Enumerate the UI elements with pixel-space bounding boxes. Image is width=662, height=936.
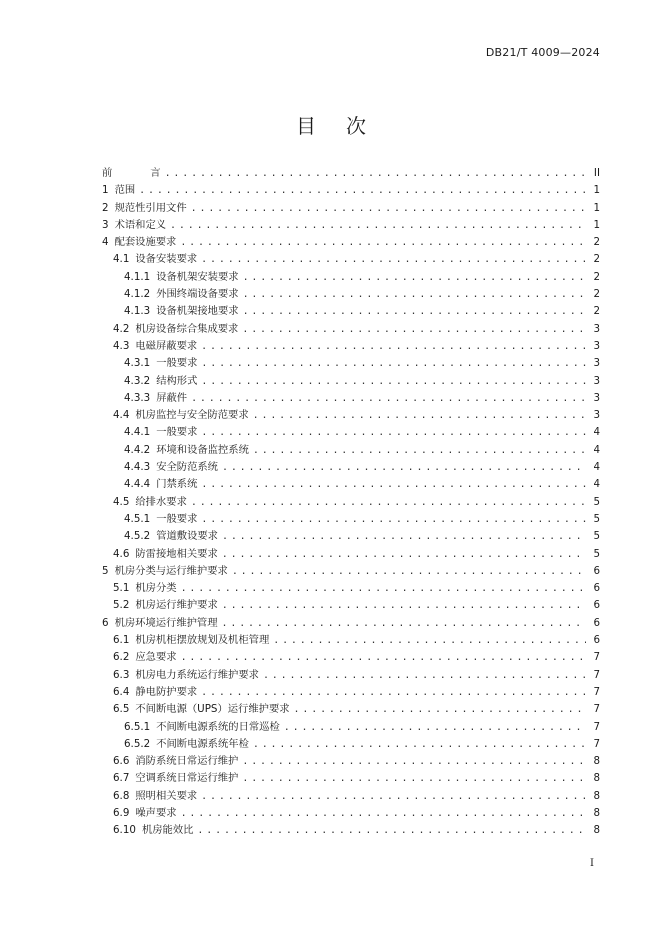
dot-leader	[201, 373, 586, 390]
toc-section-number: 6.10	[113, 824, 136, 837]
toc-section-title: 一般要求	[156, 512, 198, 525]
toc-section-number: 6.2	[113, 651, 130, 664]
toc-section-number: 6.3	[113, 668, 130, 681]
toc-page-number: 3	[593, 409, 600, 422]
toc-section-number: 4.2	[113, 322, 130, 335]
dot-leader	[222, 528, 586, 545]
toc-entry[interactable]	[102, 338, 600, 355]
toc-section-number: 4.1.3	[124, 305, 151, 318]
toc-entry[interactable]	[102, 528, 600, 545]
toc-page-number: 7	[593, 720, 600, 733]
toc-page-number: 5	[593, 547, 600, 560]
toc-section-title: 机房监控与安全防范要求	[135, 409, 249, 422]
toc-page-number: 6	[593, 616, 600, 629]
toc-entry[interactable]	[102, 251, 600, 268]
document-code: DB21/T 4009—2024	[485, 46, 600, 59]
toc-section-title: 不间断电源系统的日常巡检	[156, 720, 280, 733]
dot-leader	[222, 459, 586, 476]
dot-leader	[201, 511, 586, 528]
toc-section-number: 5	[102, 564, 109, 577]
toc-entry[interactable]	[102, 217, 600, 234]
toc-page-number: 1	[593, 184, 600, 197]
title-char-2: 次	[346, 114, 366, 138]
toc-page-number: 2	[593, 253, 600, 266]
toc-section-number: 3	[102, 218, 109, 231]
dot-leader	[222, 546, 586, 563]
toc-section-number: 4.4	[113, 409, 130, 422]
toc-section-number: 6.7	[113, 772, 130, 785]
toc-section-title: 安全防范系统	[156, 461, 218, 474]
toc-page-number: 5	[593, 495, 600, 508]
page-number-footer: I	[590, 858, 594, 869]
toc-entry[interactable]	[102, 286, 600, 303]
toc-entry[interactable]	[102, 546, 600, 563]
toc-page-number: 7	[593, 668, 600, 681]
toc-entry[interactable]	[102, 580, 600, 597]
toc-section-number: 6	[102, 616, 109, 629]
toc-page-number: 8	[593, 755, 600, 768]
toc-section-title: 消防系统日常运行维护	[135, 755, 239, 768]
toc-section-title: 配套设施要求	[114, 236, 177, 249]
toc-page-number: 2	[593, 236, 600, 249]
toc-entry[interactable]	[102, 373, 600, 390]
toc-entry[interactable]	[102, 476, 600, 493]
toc-page-number: 2	[593, 305, 600, 318]
toc-entry[interactable]	[102, 355, 600, 372]
toc-section-title: 噪声要求	[135, 806, 177, 819]
toc-page-number: 7	[593, 651, 600, 664]
toc-entry[interactable]	[102, 597, 600, 614]
page-title	[0, 110, 662, 139]
dot-leader	[201, 788, 586, 805]
toc-section-title: 一般要求	[156, 357, 198, 370]
toc-page-number: 2	[593, 288, 600, 301]
toc-section-number: 4.4.3	[124, 461, 151, 474]
toc-section-number: 5.2	[113, 599, 130, 612]
toc-page-number: 7	[593, 737, 600, 750]
dot-leader	[243, 286, 586, 303]
toc-section-number: 4.3	[113, 339, 130, 352]
toc-page-number: 6	[593, 564, 600, 577]
toc-section-number: 4.4.2	[124, 443, 151, 456]
toc-section-number: 2	[102, 201, 109, 214]
toc-section-title: 机房分类	[135, 582, 177, 595]
toc-page-number: 3	[593, 357, 600, 370]
toc-section-title: 机房环境运行维护管理	[114, 616, 218, 629]
toc-section-number: 4.5	[113, 495, 130, 508]
table-of-contents	[102, 165, 600, 840]
dot-leader	[165, 165, 586, 182]
toc-page-number: 6	[593, 582, 600, 595]
toc-section-title: 空调系统日常运行维护	[135, 772, 239, 785]
toc-page-number: 8	[593, 772, 600, 785]
dot-leader	[263, 667, 586, 684]
dot-leader	[253, 442, 586, 459]
toc-section-number: 6.5.2	[124, 737, 151, 750]
toc-section-title: 设备机架安装要求	[156, 270, 239, 283]
dot-leader	[253, 407, 586, 424]
toc-page-number: 5	[593, 530, 600, 543]
toc-entry[interactable]	[102, 234, 600, 251]
toc-section-title: 门禁系统	[156, 478, 198, 491]
toc-section-title: 不间断电源（UPS）运行维护要求	[135, 703, 290, 716]
toc-entry[interactable]	[102, 788, 600, 805]
toc-entry[interactable]	[102, 269, 600, 286]
toc-page-number: 1	[593, 201, 600, 214]
dot-leader	[201, 355, 586, 372]
toc-page-number: 4	[593, 426, 600, 439]
toc-entry[interactable]	[102, 770, 600, 787]
toc-section-title: 机房设备综合集成要求	[135, 322, 239, 335]
toc-page-number: 7	[593, 685, 600, 698]
toc-page-number: 8	[593, 789, 600, 802]
toc-section-title: 机房能效比	[141, 824, 194, 837]
dot-leader	[253, 736, 586, 753]
toc-section-number: 4.1.1	[124, 270, 151, 283]
toc-entry[interactable]	[102, 390, 600, 407]
toc-entry[interactable]	[102, 649, 600, 666]
toc-entry[interactable]	[102, 424, 600, 441]
toc-section-title: 照明相关要求	[135, 789, 198, 802]
toc-section-number: 4.5.2	[124, 530, 151, 543]
toc-entry-foreword[interactable]	[102, 165, 600, 182]
toc-entry[interactable]	[102, 442, 600, 459]
toc-entry[interactable]	[102, 822, 600, 839]
toc-section-title: 电磁屏蔽要求	[135, 339, 198, 352]
toc-section-number: 6.6	[113, 755, 130, 768]
dot-leader	[222, 615, 586, 632]
toc-section-title: 应急要求	[135, 651, 177, 664]
toc-page-number: 2	[593, 270, 600, 283]
toc-section-number: 4	[102, 236, 109, 249]
toc-entry[interactable]	[102, 684, 600, 701]
dot-leader	[191, 494, 586, 511]
toc-section-number: 5.1	[113, 582, 130, 595]
toc-section-title: 机房电力系统运行维护要求	[135, 668, 259, 681]
toc-section-number: 4.1.2	[124, 288, 151, 301]
toc-page-number: 8	[593, 824, 600, 837]
dot-leader	[284, 719, 586, 736]
toc-section-number: 4.6	[113, 547, 130, 560]
toc-section-number: 6.1	[113, 634, 130, 647]
foreword-label-first: 前	[102, 167, 113, 179]
toc-section-title: 屏蔽件	[156, 391, 188, 404]
dot-leader	[243, 303, 586, 320]
toc-entry[interactable]	[102, 407, 600, 424]
dot-leader	[242, 321, 586, 338]
toc-page-number: 6	[593, 599, 600, 612]
dot-leader	[222, 597, 586, 614]
toc-section-title: 外围终端设备要求	[156, 288, 239, 301]
dot-leader	[181, 805, 586, 822]
toc-page-number: 4	[593, 461, 600, 474]
toc-page-number: 6	[593, 634, 600, 647]
dot-leader	[201, 476, 586, 493]
toc-section-title: 静电防护要求	[135, 685, 198, 698]
toc-section-number: 1	[102, 184, 109, 197]
toc-page-number: 3	[593, 374, 600, 387]
toc-section-number: 6.8	[113, 789, 130, 802]
toc-entry[interactable]	[102, 701, 600, 718]
dot-leader	[242, 770, 586, 787]
toc-section-number: 4.4.4	[124, 478, 151, 491]
toc-section-number: 6.5.1	[124, 720, 151, 733]
dot-leader	[191, 390, 586, 407]
dot-leader	[191, 200, 586, 217]
toc-section-title: 范围	[114, 184, 136, 197]
toc-entry[interactable]	[102, 805, 600, 822]
toc-section-title: 机房运行维护要求	[135, 599, 218, 612]
dot-leader	[181, 649, 586, 666]
toc-section-number: 4.4.1	[124, 426, 151, 439]
toc-section-number: 6.5	[113, 703, 130, 716]
toc-section-title: 术语和定义	[114, 218, 167, 231]
toc-page-number: 4	[593, 478, 600, 491]
toc-entry[interactable]	[102, 753, 600, 770]
toc-section-number: 4.3.3	[124, 391, 151, 404]
toc-entry[interactable]	[102, 200, 600, 217]
dot-leader	[232, 563, 586, 580]
dot-leader	[139, 182, 586, 199]
toc-entry[interactable]	[102, 667, 600, 684]
toc-entry[interactable]	[102, 736, 600, 753]
toc-entry[interactable]	[102, 459, 600, 476]
toc-entry[interactable]	[102, 182, 600, 199]
toc-section-title: 一般要求	[156, 426, 198, 439]
toc-section-number: 4.3.1	[124, 357, 151, 370]
toc-entry[interactable]	[102, 719, 600, 736]
toc-entry[interactable]	[102, 511, 600, 528]
toc-section-title: 防雷接地相关要求	[135, 547, 218, 560]
toc-page-number: II	[593, 167, 600, 179]
dot-leader	[273, 632, 586, 649]
dot-leader	[201, 684, 586, 701]
toc-entry[interactable]	[102, 321, 600, 338]
toc-section-number: 4.5.1	[124, 512, 151, 525]
toc-entry[interactable]	[102, 494, 600, 511]
dot-leader	[242, 753, 586, 770]
toc-page-number: 4	[593, 443, 600, 456]
toc-section-title: 不间断电源系统年检	[156, 737, 249, 750]
toc-section-title: 环境和设备监控系统	[156, 443, 249, 456]
dot-leader	[197, 822, 586, 839]
dot-leader	[181, 580, 586, 597]
dot-leader	[170, 217, 586, 234]
dot-leader	[201, 424, 586, 441]
dot-leader	[294, 701, 586, 718]
toc-page-number: 3	[593, 339, 600, 352]
dot-leader	[201, 338, 586, 355]
toc-page-number: 1	[593, 218, 600, 231]
toc-section-title: 给排水要求	[135, 495, 187, 508]
toc-entry[interactable]	[102, 615, 600, 632]
toc-page-number: 8	[593, 806, 600, 819]
toc-entry[interactable]	[102, 632, 600, 649]
dot-leader	[180, 234, 586, 251]
toc-page-number: 7	[593, 703, 600, 716]
toc-section-title: 设备机架接地要求	[156, 305, 239, 318]
toc-page-number: 5	[593, 512, 600, 525]
foreword-label-second: 言	[150, 167, 161, 179]
dot-leader	[201, 251, 586, 268]
toc-section-title: 设备安装要求	[135, 253, 198, 266]
toc-page-number: 3	[593, 391, 600, 404]
toc-section-title: 管道敷设要求	[156, 530, 218, 543]
title-char-1: 目	[296, 114, 316, 138]
toc-section-title: 机房分类与运行维护要求	[114, 564, 228, 577]
dot-leader	[243, 269, 586, 286]
toc-section-number: 6.9	[113, 806, 130, 819]
toc-entry[interactable]	[102, 303, 600, 320]
toc-section-number: 4.3.2	[124, 374, 151, 387]
toc-section-number: 4.1	[113, 253, 130, 266]
toc-section-number: 6.4	[113, 685, 130, 698]
toc-section-title: 机房机柜摆放规划及机柜管理	[135, 634, 270, 647]
toc-section-title: 规范性引用文件	[114, 201, 187, 214]
toc-section-title: 结构形式	[156, 374, 198, 387]
toc-page-number: 3	[593, 322, 600, 335]
toc-entry[interactable]	[102, 563, 600, 580]
